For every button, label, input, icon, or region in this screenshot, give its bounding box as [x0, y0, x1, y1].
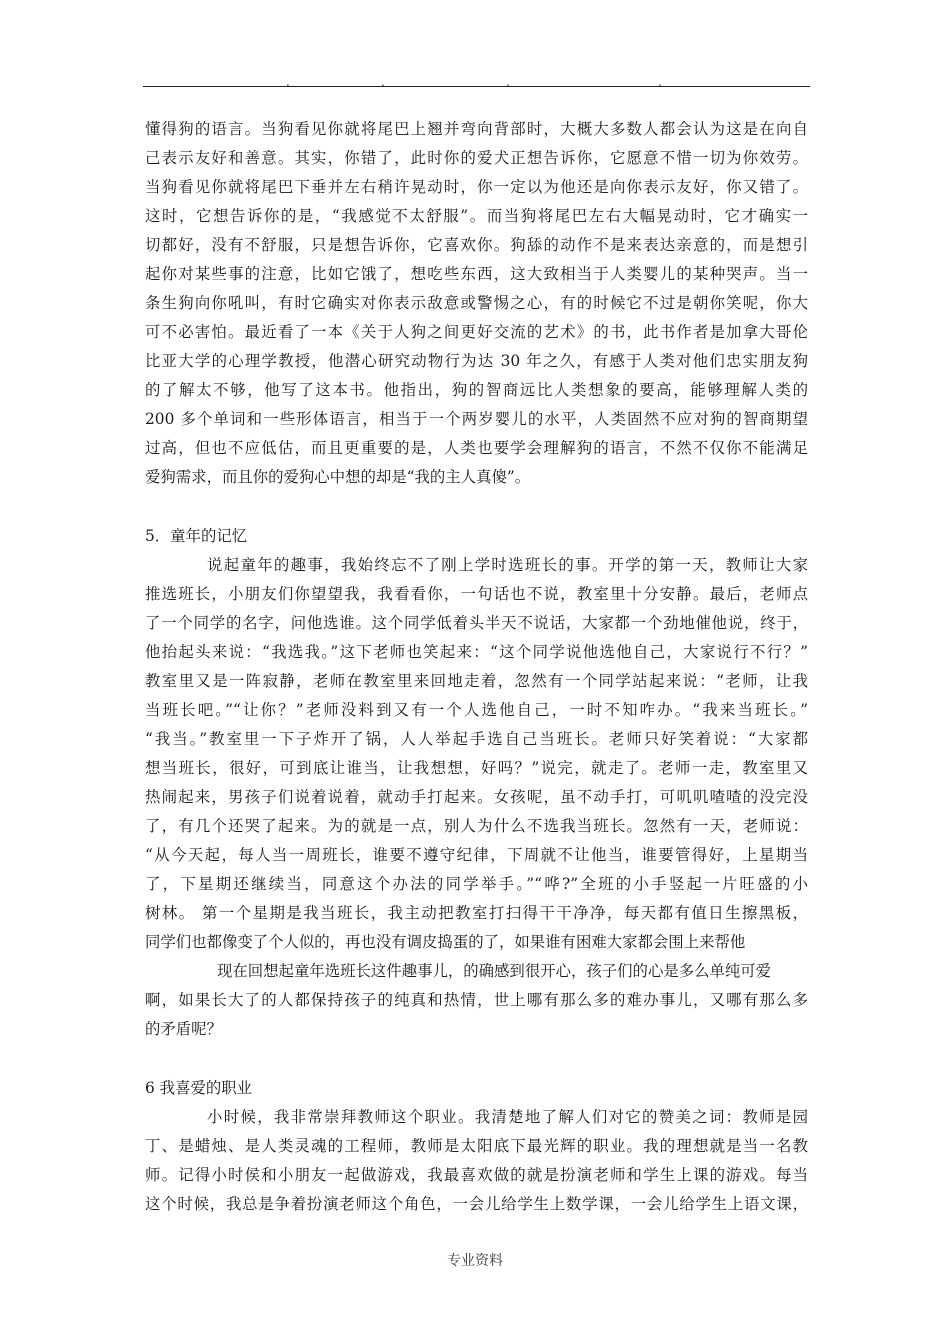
text-line: 懂得狗的语言。当狗看见你就将尾巴上翘并弯向背部时，大概大多数人都会认为这是在向自	[145, 120, 808, 138]
text-line: 小时候，我非常崇拜教师这个职业。我清楚地了解人们对它的赞美之词：教师是园	[207, 1108, 808, 1126]
header-rule	[143, 86, 810, 87]
text-line: 丁、是蜡烛、是人类灵魂的工程师，教师是太阳底下最光辉的职业。我的理想就是当一名教	[145, 1137, 808, 1155]
text-line: 了，下星期还继续当，同意这个办法的同学举手。”“哗?”全班的小手竖起一片旺盛的小	[145, 875, 808, 893]
text-line: 这时，它想告诉你的是，“我感觉不太舒服”。而当狗将尾巴左右大幅晃动时，它才确实一	[145, 207, 808, 225]
text-line: 同学们也都像变了个人似的，再也没有调皮捣蛋的了，如果谁有困难大家都会围上来帮他	[145, 933, 746, 951]
text-line: 200 多个单词和一些形体语言，相当于一个两岁婴儿的水平，人类固然不应对狗的智商期望	[145, 410, 808, 428]
text-line: 现在回想起童年选班长这件趣事儿，的确感到很开心，孩子们的心是多么单纯可爱	[217, 962, 772, 980]
footer-label: 专业资料	[447, 1253, 503, 1269]
text-line: 说起童年的趣事，我始终忘不了刚上学时选班长的事。开学的第一天，教师让大家	[207, 556, 808, 574]
text-line: 树林。 第一个星期是我当班长，我主动把教室打扫得干干净净，每天都有值日生擦黑板，	[145, 904, 808, 922]
text-line: 己表示友好和善意。其实，你错了，此时你的爱犬正想告诉你，它愿意不惜一切为你效劳。	[145, 149, 808, 167]
text-line: 当狗看见你就将尾巴下垂并左右稍许晃动时，你一定以为他还是向你表示友好，你又错了。	[145, 178, 808, 196]
text-line: 他抬起头来说：“我选我。”这下老师也笑起来：“这个同学说他选他自己，大家说行不行？”	[145, 643, 808, 661]
header-dot: .	[381, 75, 385, 89]
text-line: 教室里又是一阵寂静，老师在教室里来回地走着，忽然有一个同学站起来说：“老师，让我	[145, 672, 808, 690]
text-line: 推选班长，小朋友们你望望我，我看看你，一句话也不说，教室里十分安静。最后，老师点	[145, 585, 808, 603]
text-line: 过高，但也不应低估，而且更重要的是，人类也要学会理解狗的语言，不然不仅你不能满足	[145, 439, 808, 457]
section-heading-favorite-job: 6 我喜爱的职业	[145, 1079, 253, 1097]
text-line: “从今天起，每人当一周班长，谁要不遵守纪律，下周就不让他当，谁要管得好，上星期当	[145, 846, 808, 864]
text-line: 了，有几个还哭了起来。为的就是一点，别人为什么不选我当班长。忽然有一天，老师说：	[145, 817, 808, 835]
header-dot: .	[286, 75, 290, 89]
header-dot: .	[658, 75, 662, 89]
text-line: 的了解太不够，他写了这本书。他指出，狗的智商远比人类想象的要高，能够理解人类的	[145, 381, 808, 399]
text-line: 起你对某些事的注意，比如它饿了，想吃些东西，这大致相当于人类婴儿的某种哭声。当一	[145, 265, 808, 283]
text-line: 条生狗向你吼叫，有时它确实对你表示敌意或警惕之心，有的时候它不过是朝你笑呢，你大	[145, 294, 808, 312]
text-line: 想当班长，很好，可到底让谁当，让我想想，好吗？”说完，就走了。老师一走，教室里又	[145, 759, 808, 777]
text-line: 可不必害怕。最近看了一本《关于人狗之间更好交流的艺术》的书，此书作者是加拿大哥伦	[145, 323, 808, 341]
text-line: 切都好，没有不舒服，只是想告诉你，它喜欢你。狗舔的动作不是来表达亲意的，而是想引	[145, 236, 808, 254]
text-line: 这个时候，我总是争着扮演老师这个角色，一会儿给学生上数学课，一会儿给学生上语文课，	[145, 1195, 808, 1213]
text-line: “我当。”教室里一下子炸开了锅，人人举起手选自己当班长。老师只好笑着说：“大家都	[145, 730, 808, 748]
text-line: 比亚大学的心理学教授，他潜心研究动物行为达 30 年之久，有感于人类对他们忠实朋友狗	[145, 352, 808, 370]
text-line: 当班长吧。”“让你？”老师没料到又有一个人选他自己，一时不知咋办。“我来当班长。”	[145, 701, 808, 719]
text-line: 爱狗需求，而且你的爱狗心中想的却是“我的主人真傻”。	[145, 468, 531, 486]
text-line: 的矛盾呢？	[145, 1020, 222, 1038]
text-line: 啊，如果长大了的人都保持孩子的纯真和热情，世上哪有那么多的难办事儿，又哪有那么多	[145, 991, 808, 1009]
text-line: 师。记得小时侯和小朋友一起做游戏，我最喜欢做的就是扮演老师和学生上课的游戏。每当	[145, 1166, 808, 1184]
text-line: 了一个同学的名字，问他选谁。这个同学低着头半天不说话，大家都一个劲地催他说，终于，	[145, 614, 808, 632]
section-heading-childhood: 5．童年的记忆	[145, 527, 248, 545]
text-line: 热闹起来，男孩子们说着说着，就动手打起来。女孩呢，虽不动手打，可叽叽喳喳的没完没	[145, 788, 808, 806]
header-dot: .	[506, 75, 510, 89]
